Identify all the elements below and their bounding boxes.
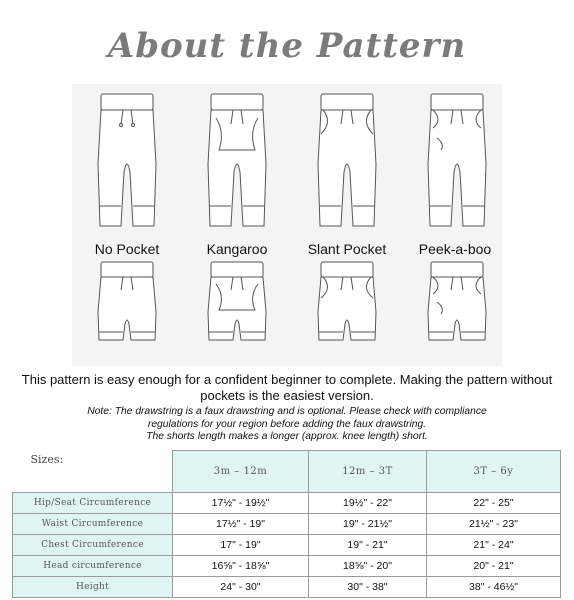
measurement-value: 20" - 21": [427, 556, 561, 577]
measurement-value: 19½" - 22": [309, 493, 427, 514]
table-row: [13, 535, 561, 556]
measurement-label: Chest Circumference: [13, 535, 173, 556]
style-label-no-pocket: No Pocket: [94, 241, 160, 257]
measurement-value: 18⅝" - 20": [309, 556, 427, 577]
style-label-kangaroo: Kangaroo: [206, 241, 268, 257]
measurement-value: 19" - 21": [309, 535, 427, 556]
size-chart-header-row: [13, 451, 561, 493]
measurement-value: 30" - 38": [309, 577, 427, 598]
size-chart-table: [12, 450, 561, 598]
note-line: regulations for your region before adding the faux drawstring.: [147, 418, 427, 430]
measurement-label: Head circumference: [13, 556, 173, 577]
table-row: [13, 493, 561, 514]
table-row: [13, 556, 561, 577]
sizes-label: Sizes:: [30, 453, 64, 467]
style-label-peek-a-boo: Peek-a-boo: [418, 241, 492, 257]
intro-text: This pattern is easy enough for a confident beginner to complete. Making the pattern without pockets is the easiest version.: [21, 372, 553, 403]
measurement-value: 38" - 46½": [427, 577, 561, 598]
pants-kangaroo-drawing: [208, 94, 266, 226]
shorts-kangaroo-drawing: [208, 262, 266, 340]
size-column-header: 12m – 3T: [309, 451, 427, 493]
style-label-slant-pocket: Slant Pocket: [307, 241, 387, 257]
measurement-value: 16⅝" - 18⅝": [173, 556, 309, 577]
measurement-value: 24" - 30": [173, 577, 309, 598]
note-line: Note: The drawstring is a faux drawstring and is optional. Please check with compliance: [87, 406, 487, 417]
pattern-illustration-panel: [72, 84, 502, 366]
measurement-value: 17½" - 19½": [173, 493, 309, 514]
table-row: [13, 514, 561, 535]
page-title: About the Pattern: [107, 26, 467, 66]
measurement-value: 21" - 24": [427, 535, 561, 556]
measurement-label: Waist Circumference: [13, 514, 173, 535]
measurement-label: Height: [13, 577, 173, 598]
shorts-peek-a-boo-drawing: [428, 262, 486, 340]
measurement-value: 17" - 19": [173, 535, 309, 556]
measurement-label: Hip/Seat Circumference: [13, 493, 173, 514]
shorts-no-pocket-drawing: [98, 262, 156, 340]
shorts-slant-pocket-drawing: [318, 262, 376, 340]
sizes-label-cell: [13, 451, 173, 493]
measurement-value: 21½" - 23": [427, 514, 561, 535]
measurement-value: 22" - 25": [427, 493, 561, 514]
note-line: The shorts length makes a longer (approx. knee length) short.: [146, 431, 428, 442]
pants-slant-pocket-drawing: [318, 94, 376, 226]
drawstring-note: [18, 406, 556, 444]
pants-peek-a-boo-drawing: [428, 94, 486, 226]
size-column-header: 3T – 6y: [427, 451, 561, 493]
size-column-header: 3m – 12m: [173, 451, 309, 493]
pants-no-pocket-drawing: [98, 94, 156, 226]
measurement-value: 19" - 21½": [309, 514, 427, 535]
table-row: [13, 577, 561, 598]
measurement-value: 17½" - 19": [173, 514, 309, 535]
